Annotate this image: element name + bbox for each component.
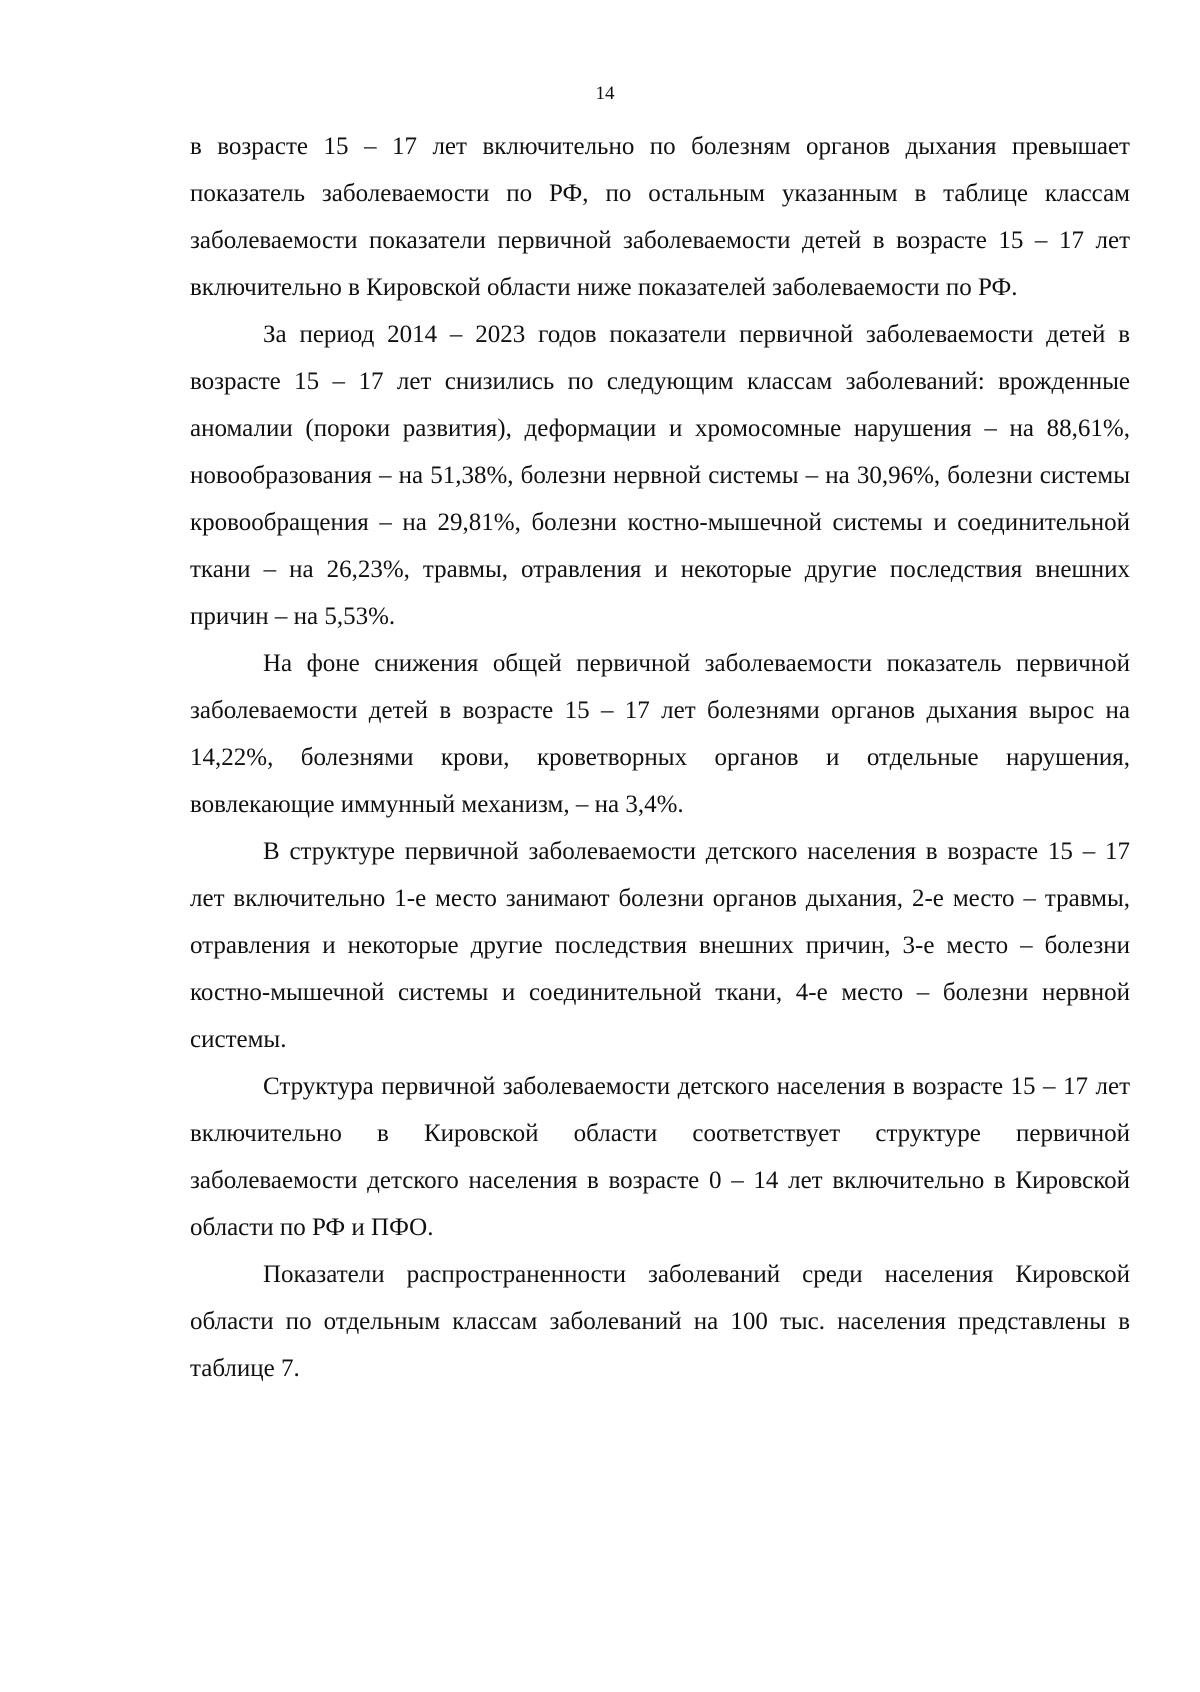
paragraph-structure-comparison: Структура первичной заболеваемости детского населения в возрасте 15 – 17 лет включительно в Кировской области соответствует структуре первичной заболеваемости детского населения в возрасте 0 – 14 лет включительно в Кировской области по РФ и ПФО. <box>190 1073 1130 1241</box>
paragraph-respiratory-growth: На фоне снижения общей первичной заболеваемости показатель первичной заболеваемости детей в возрасте 15 – 17 лет болезнями органов дыхания вырос на 14,22%, болезнями крови, кроветворных органов и отдельные нарушения, вовлекающие иммунный механизм, – на 3,4%. <box>190 650 1130 818</box>
paragraph-continuation: в возрасте 15 – 17 лет включительно по болезням органов дыхания превышает показатель заболеваемости по РФ, по остальным указанным в таблице классам заболеваемости показатели первичной заболеваемости детей в возрасте 15 – 17 лет включительно в Кировской области ниже показателей заболеваемости по РФ. <box>190 133 1130 301</box>
paragraph-structure-ranking: В структуре первичной заболеваемости детского населения в возрасте 15 – 17 лет включительно 1-е место занимают болезни органов дыхания, 2-е место – травмы, отравления и некоторые другие последствия внешних причин, 3-е место – болезни костно-мышечной системы и соединительной ткани, 4-е место – болезни нервной системы. <box>190 838 1130 1053</box>
body-text <box>190 123 1130 1392</box>
paragraph-table-reference: Показатели распространенности заболеваний среди населения Кировской области по отдельным классам заболеваний на 100 тыс. населения представлены в таблице 7. <box>190 1261 1130 1382</box>
paragraph-decline-2014-2023: За период 2014 – 2023 годов показатели первичной заболеваемости детей в возрасте 15 – 17 лет снизились по следующим классам заболеваний: врожденные аномалии (пороки развития), деформации и хромосомные нарушения – на 88,61%, новообразования – на 51,38%, болезни нервной системы – на 30,96%, болезни системы кровообращения – на 29,81%, болезни костно-мышечной системы и соединительной ткани – на 26,23%, травмы, отравления и некоторые другие последствия внешних причин – на 5,53%. <box>190 321 1130 630</box>
page-number: 14 <box>595 83 615 104</box>
